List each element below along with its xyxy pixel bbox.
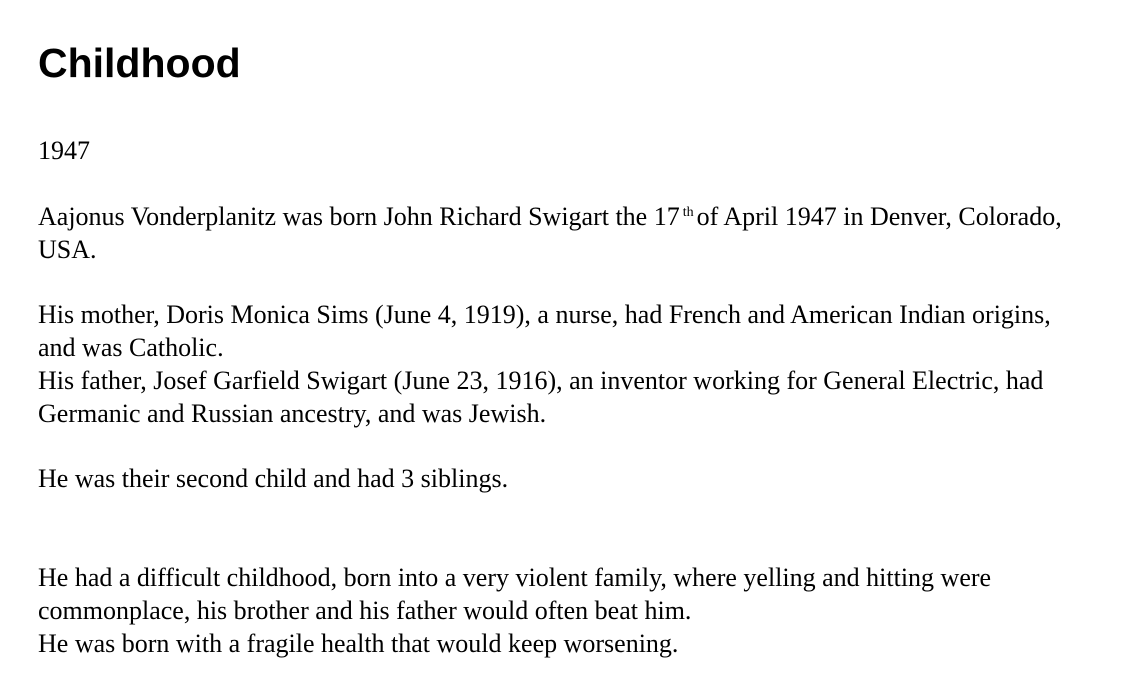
siblings-text: He was their second child and had 3 siblings. (38, 464, 509, 493)
birth-line-1-rest: of April 1947 in Denver, Colorado, (696, 202, 1062, 231)
siblings-paragraph (38, 462, 508, 495)
hardship-line-3: He was born with a fragile health that would keep worsening. (38, 629, 679, 658)
hardship-paragraph (38, 561, 991, 660)
mother-line-1: His mother, Doris Monica Sims (June 4, 1919), a nurse, had French and American Indian origins, (38, 300, 1051, 329)
parents-paragraph (38, 298, 1051, 430)
hardship-line-2: commonplace, his brother and his father would often beat him. (38, 596, 692, 625)
hardship-line-1: He had a difficult childhood, born into a very violent family, where yelling and hitting were (38, 563, 992, 592)
birth-line-1 (38, 200, 1062, 233)
ordinal-suffix: th (682, 205, 694, 220)
year-paragraph (38, 134, 90, 167)
birth-line-1-text: Aajonus Vonderplanitz was born John Richard Swigart the 17 (38, 202, 680, 231)
page-title: Childhood (38, 40, 241, 86)
birth-line-2: USA. (38, 235, 97, 264)
birth-paragraph (38, 200, 1062, 266)
father-line-1: His father, Josef Garfield Swigart (June 23, 1916), an inventor working for General Electric, had (38, 366, 1044, 395)
year-text: 1947 (38, 136, 90, 165)
mother-line-2: and was Catholic. (38, 333, 224, 362)
father-line-2: Germanic and Russian ancestry, and was Jewish. (38, 399, 547, 428)
